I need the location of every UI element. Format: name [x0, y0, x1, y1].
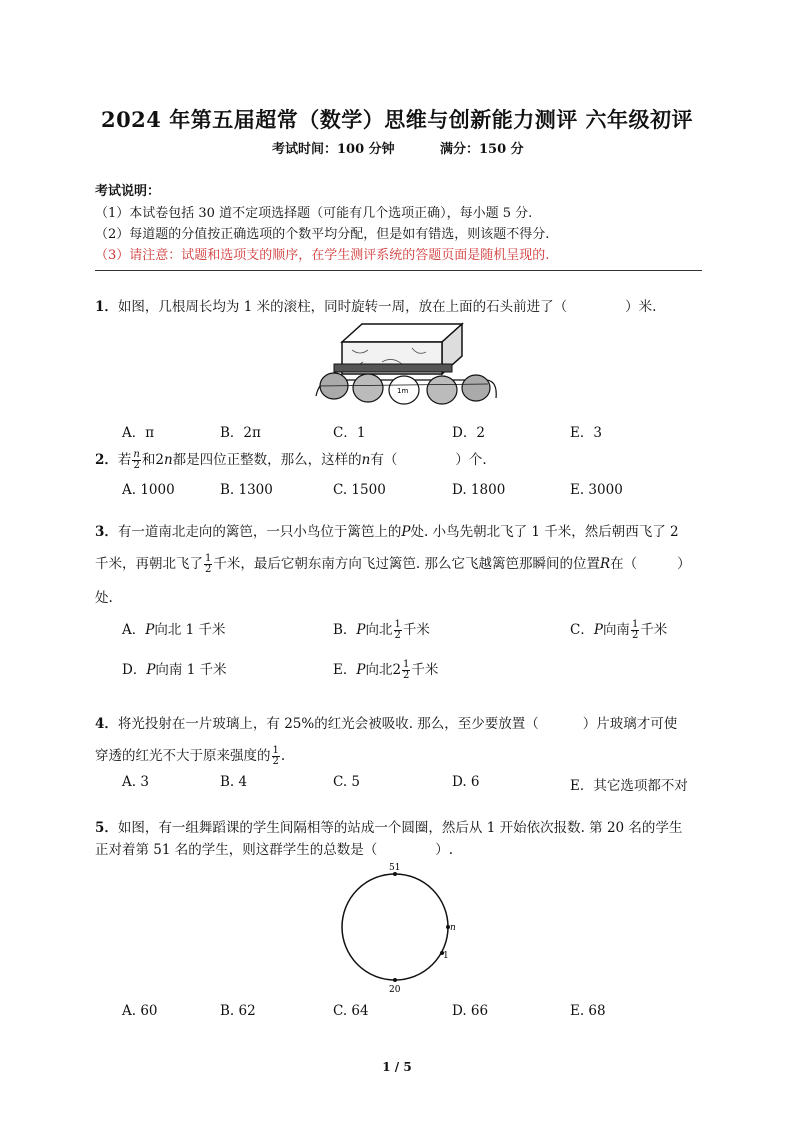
option-d[interactable]: D. 66: [452, 1003, 489, 1019]
rollers-figure: [312, 318, 498, 410]
question-3-line-2: 千米，再朝北飞了 $\frac{1}{2}$ 千米，最后它朝东南方向飞过篱笆. 那么它飞越篱笆那瞬间的位置R在（ ）: [95, 553, 691, 575]
note-item: （1）本试卷包括 30 道不定项选择题（可能有几个选项正确），每小题 5 分.: [95, 206, 533, 221]
option-b[interactable]: B. 62: [220, 1003, 256, 1019]
question-1: [95, 295, 656, 315]
option-d[interactable]: D. 6: [452, 774, 480, 790]
question-5-line-2: 正对着第 51 名的学生，则这群学生的总数是（ ）.: [95, 842, 454, 858]
notes-heading: 考试说明：: [95, 184, 161, 199]
question-4: 4．将光投射在一片玻璃上，有 25%的红光会被吸收. 那么，至少要放置（ ）片玻璃才可使: [95, 716, 678, 732]
option-b[interactable]: B．2π: [220, 425, 261, 441]
option-e[interactable]: E. 68: [570, 1003, 606, 1019]
question-number: 3．: [95, 524, 118, 540]
option-c[interactable]: C．1: [333, 425, 366, 441]
note-item-warning: （3）请注意：试题和选项支的顺序，在学生测评系统的答题页面是随机呈现的.: [95, 248, 550, 263]
question-number: 4．: [95, 716, 118, 732]
note-item: （2）每道题的分值按正确选项的个数平均分配，但是如有错选，则该题不得分.: [95, 227, 550, 242]
page-title: 2024 年第五届超常（数学）思维与创新能力测评 六年级初评: [100, 107, 694, 132]
option-c[interactable]: C．P向南 $\frac{1}{2}$ 千米: [570, 619, 668, 641]
question-number: 1．: [95, 299, 118, 315]
question-2: 2．若 $\frac{n}{2}$ 和2n都是四位正整数，那么，这样的n有（ ）个.: [95, 449, 487, 471]
question-5: 5．如图，有一组舞蹈课的学生间隔相等的站成一个圆圈，然后从 1 开始依次报数. 第 20 名的学生: [95, 820, 683, 836]
full-score: 满分：150 分: [440, 142, 524, 157]
exam-time: 考试时间：100 分钟: [272, 142, 395, 157]
question-4-line-2: 穿透的红光不大于原来强度的 $\frac{1}{2}$ .: [95, 745, 286, 767]
option-d[interactable]: D．2: [452, 425, 485, 441]
label-n: n: [450, 923, 456, 933]
option-e[interactable]: E. 3000: [570, 482, 623, 498]
option-e[interactable]: E．其它选项都不对: [570, 778, 688, 794]
option-c[interactable]: C. 1500: [333, 482, 386, 498]
option-a[interactable]: A．π: [122, 425, 155, 441]
option-d[interactable]: D. 1800: [452, 482, 506, 498]
option-c[interactable]: C. 64: [333, 1003, 369, 1019]
option-c[interactable]: C. 5: [333, 774, 361, 790]
question-3: 3．有一道南北走向的篱笆，一只小鸟位于篱笆上的P处. 小鸟先朝北飞了 1 千米，然后朝西飞了 2: [95, 524, 679, 540]
option-a[interactable]: A. 1000: [122, 482, 175, 498]
question-text: 如图，几根周长均为 1 米的滚柱，同时旋转一周，放在上面的石头前进了（: [117, 299, 568, 315]
question-3-line-3: 处.: [95, 590, 113, 606]
option-a[interactable]: A. 3: [122, 774, 149, 790]
option-a[interactable]: A．P向北 1 千米: [122, 622, 226, 638]
option-b[interactable]: B．P向北 $\frac{1}{2}$ 千米: [333, 619, 430, 641]
question-number: 5．: [95, 820, 118, 836]
page-number: 1 / 5: [382, 1060, 412, 1074]
circle-figure: [330, 858, 470, 996]
roller-label: 1m: [397, 387, 409, 395]
question-number: 2．: [95, 452, 118, 468]
label-51: 51: [389, 863, 401, 873]
option-a[interactable]: A. 60: [122, 1003, 158, 1019]
option-e[interactable]: E．3: [570, 425, 602, 441]
question-text: ）米.: [625, 299, 657, 315]
label-1: 1: [443, 951, 449, 961]
divider: [95, 270, 702, 271]
option-b[interactable]: B. 1300: [220, 482, 273, 498]
label-20: 20: [389, 985, 401, 995]
option-e[interactable]: E．P向北2 $\frac{1}{2}$ 千米: [333, 659, 439, 681]
option-b[interactable]: B. 4: [220, 774, 248, 790]
option-d[interactable]: D．P向南 1 千米: [122, 662, 227, 678]
